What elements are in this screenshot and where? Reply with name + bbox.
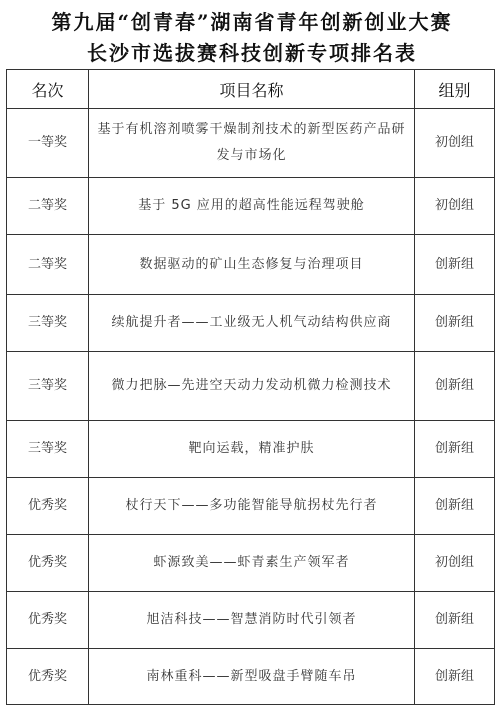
table-row	[7, 535, 495, 592]
rank-cell: 优秀奖	[7, 535, 89, 592]
group-cell: 初创组	[415, 535, 495, 592]
header-project-name: 项目名称	[89, 70, 415, 109]
table-row	[7, 178, 495, 235]
document-title-line-2: 长沙市选拔赛科技创新专项排名表	[87, 41, 417, 65]
document-title-line-1: 第九届“创青春”湖南省青年创新创业大赛	[51, 10, 453, 34]
group-cell: 创新组	[415, 352, 495, 421]
project-name-cell: 虾源致美——虾青素生产领军者	[89, 535, 415, 592]
group-cell: 创新组	[415, 592, 495, 649]
ranking-table	[6, 69, 495, 705]
table-row	[7, 295, 495, 352]
group-cell: 创新组	[415, 295, 495, 352]
table-header-row	[7, 70, 495, 109]
table-row	[7, 235, 495, 295]
rank-cell: 优秀奖	[7, 478, 89, 535]
project-name-cell: 杖行天下——多功能智能导航拐杖先行者	[89, 478, 415, 535]
header-rank: 名次	[7, 70, 89, 109]
table-row	[7, 421, 495, 478]
header-group: 组别	[415, 70, 495, 109]
table-row	[7, 592, 495, 649]
rank-cell: 优秀奖	[7, 592, 89, 649]
rank-cell: 三等奖	[7, 421, 89, 478]
rank-cell: 二等奖	[7, 235, 89, 295]
rank-cell: 三等奖	[7, 295, 89, 352]
project-name-cell: 基于有机溶剂喷雾干燥制剂技术的新型医药产品研发与市场化	[89, 109, 415, 178]
group-cell: 创新组	[415, 478, 495, 535]
table-row	[7, 478, 495, 535]
table-row	[7, 352, 495, 421]
project-name-cell: 续航提升者——工业级无人机气动结构供应商	[89, 295, 415, 352]
group-cell: 初创组	[415, 178, 495, 235]
project-name-cell: 数据驱动的矿山生态修复与治理项目	[89, 235, 415, 295]
group-cell: 创新组	[415, 421, 495, 478]
group-cell: 初创组	[415, 109, 495, 178]
rank-cell: 三等奖	[7, 352, 89, 421]
project-name-cell: 微力把脉—先进空天动力发动机微力检测技术	[89, 352, 415, 421]
project-name-cell: 靶向运载，精准护肤	[89, 421, 415, 478]
table-row	[7, 109, 495, 178]
project-name-cell: 基于 5G 应用的超高性能远程驾驶舱	[89, 178, 415, 235]
group-cell: 创新组	[415, 649, 495, 705]
rank-cell: 优秀奖	[7, 649, 89, 705]
project-name-cell: 旭洁科技——智慧消防时代引领者	[89, 592, 415, 649]
rank-cell: 二等奖	[7, 178, 89, 235]
rank-cell: 一等奖	[7, 109, 89, 178]
group-cell: 创新组	[415, 235, 495, 295]
project-name-cell: 南林重科——新型吸盘手臂随车吊	[89, 649, 415, 705]
table-row	[7, 649, 495, 705]
